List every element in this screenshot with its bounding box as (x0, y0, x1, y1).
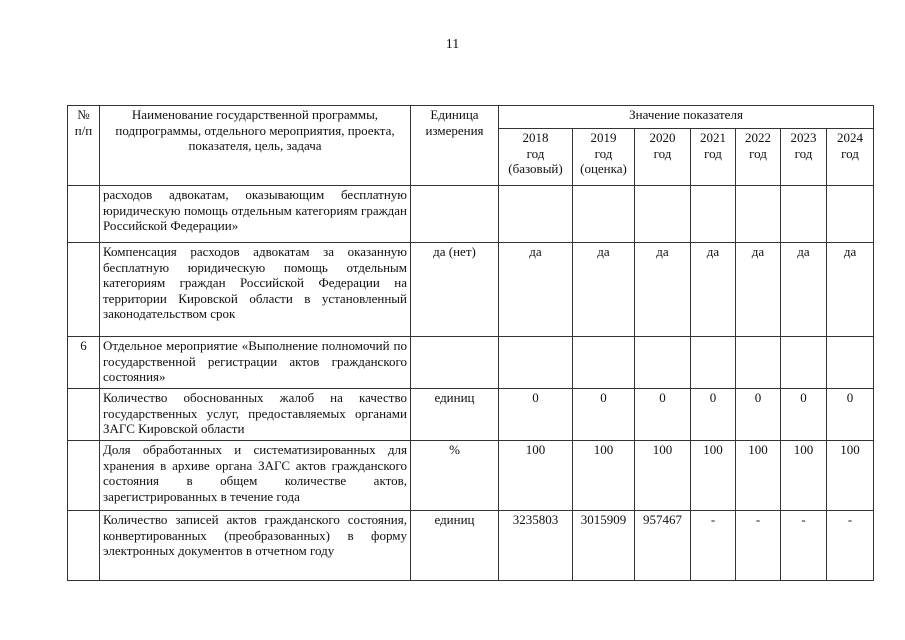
value-2023 (781, 186, 827, 243)
value-2024: 0 (827, 389, 874, 441)
value-2024: - (827, 511, 874, 581)
value-2018: 100 (499, 441, 573, 511)
table-row (68, 441, 874, 511)
value-2019: 100 (573, 441, 635, 511)
value-2019 (573, 186, 635, 243)
header-row (68, 106, 874, 129)
value-2021 (691, 186, 736, 243)
value-2020: 957467 (635, 511, 691, 581)
row-num: 6 (68, 337, 100, 389)
header-name: Наименование государственной программы, подпрограммы, отдельного мероприятия, проекта, показателя, цель, задача (100, 106, 411, 186)
row-name: Компенсация расходов адвокатам за оказанную бесплатную юридическую помощь отдельным категориям граждан Российской Федерации на территории Кировской области в установленный законодательством срок (100, 243, 411, 337)
value-2018 (499, 337, 573, 389)
value-2024: 100 (827, 441, 874, 511)
row-num (68, 389, 100, 441)
value-2023: да (781, 243, 827, 337)
value-2023: 0 (781, 389, 827, 441)
value-2019: 3015909 (573, 511, 635, 581)
row-unit (411, 337, 499, 389)
header-num: № п/п (68, 106, 100, 186)
row-unit: единиц (411, 511, 499, 581)
value-2024 (827, 337, 874, 389)
table-row (68, 337, 874, 389)
page-number: 11 (445, 37, 460, 52)
row-name: Количество записей актов гражданского состояния, конвертированных (преобразованных) в форму электронных документов в отчетном году (100, 511, 411, 581)
header-year-2022: 2022 год (736, 129, 781, 186)
header-values-title: Значение показателя (499, 106, 874, 129)
table-row (68, 511, 874, 581)
row-name: Отдельное мероприятие «Выполнение полномочий по государственной регистрации актов гражданского состояния» (100, 337, 411, 389)
value-2021: 100 (691, 441, 736, 511)
value-2019: 0 (573, 389, 635, 441)
value-2020: 0 (635, 389, 691, 441)
value-2021: да (691, 243, 736, 337)
row-unit (411, 186, 499, 243)
indicators-table (67, 105, 874, 581)
value-2022: да (736, 243, 781, 337)
value-2024: да (827, 243, 874, 337)
value-2022 (736, 186, 781, 243)
value-2023: 100 (781, 441, 827, 511)
value-2022: - (736, 511, 781, 581)
row-unit: да (нет) (411, 243, 499, 337)
row-unit: % (411, 441, 499, 511)
value-2022: 100 (736, 441, 781, 511)
value-2020: 100 (635, 441, 691, 511)
value-2021 (691, 337, 736, 389)
value-2019 (573, 337, 635, 389)
table-row (68, 389, 874, 441)
value-2021: 0 (691, 389, 736, 441)
value-2023 (781, 337, 827, 389)
row-num (68, 243, 100, 337)
value-2023: - (781, 511, 827, 581)
value-2020: да (635, 243, 691, 337)
row-name: расходов адвокатам, оказывающим бесплатную юридическую помощь отдельным категориям граждан Российской Федерации» (100, 186, 411, 243)
value-2019: да (573, 243, 635, 337)
row-num (68, 511, 100, 581)
value-2018 (499, 186, 573, 243)
value-2018: 3235803 (499, 511, 573, 581)
value-2018: да (499, 243, 573, 337)
header-year-2018: 2018 год (базовый) (499, 129, 573, 186)
value-2018: 0 (499, 389, 573, 441)
header-year-2023: 2023 год (781, 129, 827, 186)
row-name: Доля обработанных и систематизированных для хранения в архиве органа ЗАГС актов гражданского состояния в общем количестве актов, зарегистрированных в течение года (100, 441, 411, 511)
header-unit: Единица измерения (411, 106, 499, 186)
table-row (68, 186, 874, 243)
header-year-2021: 2021 год (691, 129, 736, 186)
value-2024 (827, 186, 874, 243)
header-year-2019: 2019 год (оценка) (573, 129, 635, 186)
row-num (68, 441, 100, 511)
value-2021: - (691, 511, 736, 581)
header-year-2024: 2024 год (827, 129, 874, 186)
value-2022: 0 (736, 389, 781, 441)
value-2020 (635, 186, 691, 243)
value-2020 (635, 337, 691, 389)
row-name: Количество обоснованных жалоб на качество государственных услуг, предоставляемых органами ЗАГС Кировской области (100, 389, 411, 441)
row-num (68, 186, 100, 243)
row-unit: единиц (411, 389, 499, 441)
table-row (68, 243, 874, 337)
header-year-2020: 2020 год (635, 129, 691, 186)
value-2022 (736, 337, 781, 389)
